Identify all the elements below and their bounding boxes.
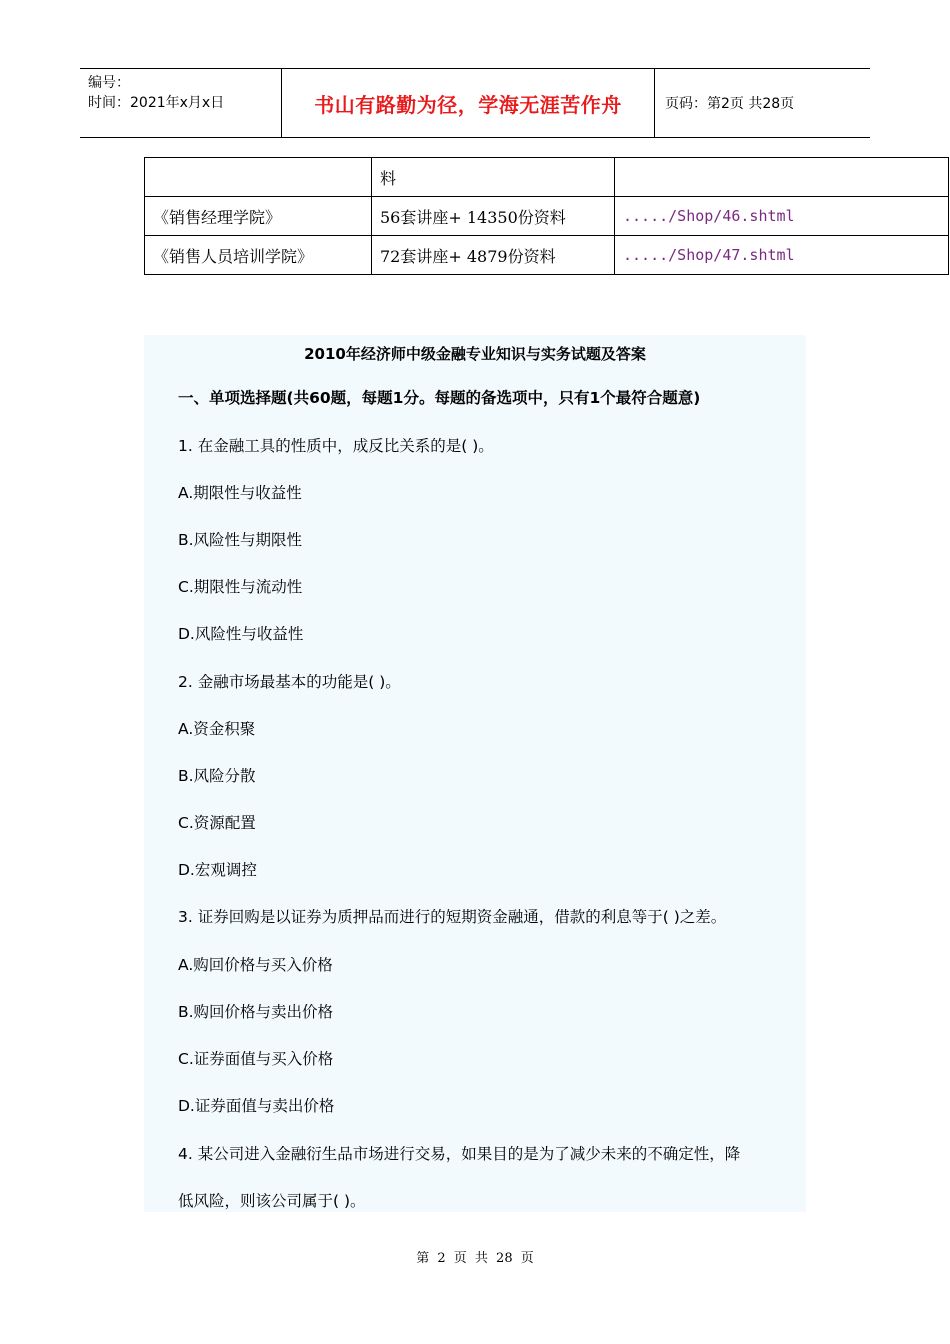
option-line: B.购回价格与卖出价格 <box>178 1003 334 1021</box>
resource-name <box>145 158 372 197</box>
document-title: 2010年经济师中级金融专业知识与实务试题及答案 <box>304 345 646 363</box>
page-header <box>80 68 870 138</box>
resource-link[interactable] <box>615 158 949 197</box>
resource-table <box>144 157 949 275</box>
date-line: 时间：2021年x月x日 <box>88 95 225 111</box>
option-line: C.期限性与流动性 <box>178 578 303 596</box>
motto: 书山有路勤为径，学海无涯苦作舟 <box>314 92 622 117</box>
header-page-info <box>655 69 870 137</box>
option-line: A.资金积聚 <box>178 720 256 738</box>
option-line: C.证券面值与买入价格 <box>178 1050 334 1068</box>
option-line: D.证券面值与卖出价格 <box>178 1097 335 1115</box>
header-motto-cell <box>282 69 655 137</box>
serial-label: 编号： <box>88 75 130 91</box>
table-row <box>145 158 949 197</box>
table-row <box>145 197 949 236</box>
question-line-continued: 低风险，则该公司属于( )。 <box>178 1192 366 1210</box>
page-info: 页码：第2页 共28页 <box>665 96 795 112</box>
question-line: 3. 证券回购是以证券为质押品而进行的短期资金融通，借款的利息等于( )之差。 <box>178 908 727 926</box>
resource-name: 《销售人员培训学院》 <box>145 236 372 275</box>
question-line: 1. 在金融工具的性质中，成反比关系的是( )。 <box>178 437 494 455</box>
question-line: 2. 金融市场最基本的功能是( )。 <box>178 673 401 691</box>
exam-content <box>144 335 806 1212</box>
option-line: B.风险性与期限性 <box>178 531 303 549</box>
resource-desc: 56套讲座+ 14350份资料 <box>372 197 615 236</box>
resource-name: 《销售经理学院》 <box>145 197 372 236</box>
table-row <box>145 236 949 275</box>
option-line: D.风险性与收益性 <box>178 625 304 643</box>
section-heading: 一、单项选择题(共60题，每题1分。每题的备选项中，只有1个最符合题意) <box>178 389 701 407</box>
resource-link[interactable]: ...../Shop/47.shtml <box>615 236 949 275</box>
header-meta <box>80 69 282 137</box>
option-line: A.期限性与收益性 <box>178 484 302 502</box>
resource-desc: 料 <box>372 158 615 197</box>
option-line: A.购回价格与买入价格 <box>178 956 333 974</box>
question-line: 4. 某公司进入金融衍生品市场进行交易，如果目的是为了减少未来的不确定性，降 <box>178 1145 741 1163</box>
option-line: D.宏观调控 <box>178 861 257 879</box>
resource-link[interactable]: ...../Shop/46.shtml <box>615 197 949 236</box>
page-footer: 第 2 页 共 28 页 <box>416 1251 534 1266</box>
resource-desc: 72套讲座+ 4879份资料 <box>372 236 615 275</box>
option-line: C.资源配置 <box>178 814 256 832</box>
option-line: B.风险分散 <box>178 767 256 785</box>
